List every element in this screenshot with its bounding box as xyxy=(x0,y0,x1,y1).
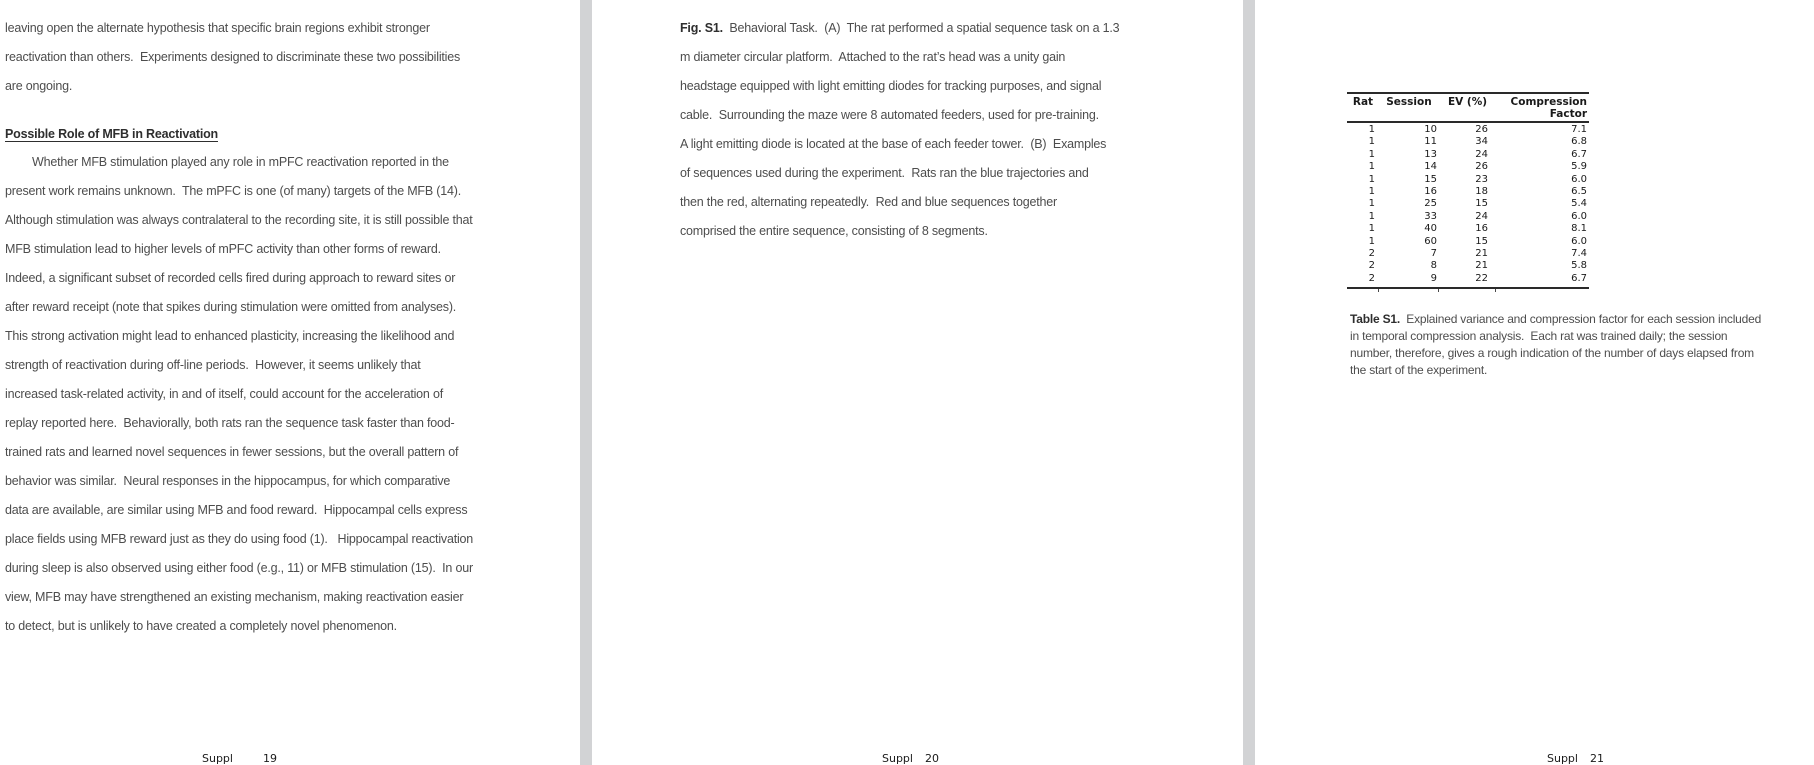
text-line: leaving open the alternate hypothesis that specific brain regions exhibit stronger xyxy=(5,21,430,35)
figure-label: Fig. S1. xyxy=(680,21,723,35)
text-line xyxy=(680,14,1240,43)
table-border-tick xyxy=(1495,289,1496,292)
table-cell: 10 xyxy=(1424,124,1437,135)
table-row xyxy=(1347,211,1589,223)
table-cell: 7.1 xyxy=(1571,124,1587,135)
text-line: comprised the entire sequence, consisting of 8 segments. xyxy=(680,224,988,238)
document-page-20 xyxy=(592,0,1243,765)
table-border-tick xyxy=(1438,289,1439,292)
table-cell: 26 xyxy=(1475,124,1488,135)
table-cell: 9 xyxy=(1430,272,1437,284)
table-cell: 1 xyxy=(1368,148,1375,160)
table-cell: 1 xyxy=(1368,124,1375,135)
table-cell: 18 xyxy=(1475,185,1488,197)
table-row xyxy=(1347,174,1589,186)
table-body xyxy=(1347,123,1589,287)
caption-lines xyxy=(680,43,1240,246)
text-line: reactivation than others. Experiments designed to discriminate these two possibilities xyxy=(5,50,461,64)
table-row xyxy=(1347,136,1589,148)
text-line: MFB stimulation lead to higher levels of mPFC activity than other forms of reward. xyxy=(5,242,441,256)
text-line: place fields using MFB reward just as they do using food (1). Hippocampal reactivation xyxy=(5,532,474,546)
page-number: 19 xyxy=(262,752,277,765)
text-line: present work remains unknown. The mPFC is one (of many) targets of the MFB (14). xyxy=(5,184,461,198)
table-row xyxy=(1347,149,1589,161)
text-line: Indeed, a significant subset of recorded cells fired during approach to reward sites or xyxy=(5,271,456,285)
table-cell: 1 xyxy=(1368,185,1375,197)
table-cell: 5.9 xyxy=(1571,161,1587,173)
table-cell: 34 xyxy=(1475,136,1488,148)
text-line: then the red, alternating repeatedly. Red and blue sequences together xyxy=(680,195,1058,209)
text-line: strength of reactivation during off-line periods. However, it seems unlikely that xyxy=(5,358,421,372)
text-line: after reward receipt (note that spikes during stimulation were omitted from analyses). xyxy=(5,300,457,314)
table-cell: 24 xyxy=(1475,148,1488,160)
table-cell: 1 xyxy=(1368,161,1375,173)
table-row xyxy=(1347,198,1589,210)
caption-lines xyxy=(1350,328,1814,379)
text-line: data are available, are similar using MFB and food reward. Hippocampal cells express xyxy=(5,503,468,517)
table-cell: 6.5 xyxy=(1571,185,1587,197)
table-cell: 16 xyxy=(1475,223,1488,235)
table-cell: 33 xyxy=(1424,210,1437,222)
table-cell: 6.7 xyxy=(1571,148,1587,160)
table-cell: 60 xyxy=(1424,235,1437,247)
page-number: 21 xyxy=(1589,752,1604,765)
table-cell: 2 xyxy=(1368,260,1375,272)
table-cell: 25 xyxy=(1424,198,1437,210)
column-header-rat: Rat xyxy=(1352,96,1374,108)
text-line: trained rats and learned novel sequences in fewer sessions, but the overall pattern of xyxy=(5,445,459,459)
table-header-row xyxy=(1347,94,1589,123)
table-row xyxy=(1347,223,1589,235)
text-line: behavior was similar. Neural responses in the hippocampus, for which comparative xyxy=(5,474,451,488)
table-cell: 1 xyxy=(1368,198,1375,210)
document-page-21 xyxy=(1255,0,1814,765)
text-line: increased task-related activity, in and of itself, could account for the acceleration of xyxy=(5,387,443,401)
table-cell: 21 xyxy=(1475,260,1488,272)
footer-label: Suppl xyxy=(1547,752,1578,765)
text-line: A light emitting diode is located at the base of each feeder tower. (B) Examples xyxy=(680,137,1107,151)
table-row xyxy=(1347,248,1589,260)
table-cell: 1 xyxy=(1368,210,1375,222)
text-line: m diameter circular platform. Attached to the rat’s head was a unity gain xyxy=(680,50,1066,64)
table-cell: 24 xyxy=(1475,210,1488,222)
table-caption xyxy=(1350,311,1814,379)
table-row xyxy=(1347,186,1589,198)
text-line: to detect, but is unlikely to have created a completely novel phenomenon. xyxy=(5,619,397,633)
text-line: number, therefore, gives a rough indication of the number of days elapsed from xyxy=(1350,346,1754,360)
table-row xyxy=(1347,273,1589,285)
table-cell: 15 xyxy=(1475,198,1488,210)
column-header-compression-factor: Compression Factor xyxy=(1510,96,1587,120)
table-cell: 7 xyxy=(1430,247,1437,259)
table-cell: 2 xyxy=(1368,272,1375,284)
page-divider xyxy=(580,0,592,765)
section-heading: Possible Role of MFB in Reactivation xyxy=(5,127,218,141)
table-cell: 40 xyxy=(1424,223,1437,235)
table-cell: 15 xyxy=(1424,173,1437,185)
table-cell: 21 xyxy=(1475,247,1488,259)
table-cell: 22 xyxy=(1475,272,1488,284)
text-line: cable. Surrounding the maze were 8 automated feeders, used for pre-training. xyxy=(680,108,1099,122)
text-line: in temporal compression analysis. Each rat was trained daily; the session xyxy=(1350,329,1728,343)
text-line: during sleep is also observed using either food (e.g., 11) or MFB stimulation (15). In our xyxy=(5,561,473,575)
footer-label: Suppl xyxy=(202,752,233,765)
text-line xyxy=(1350,311,1814,328)
table-cell: 5.8 xyxy=(1571,260,1587,272)
table-cell: 1 xyxy=(1368,136,1375,148)
table-cell: 6.0 xyxy=(1571,210,1587,222)
table-row xyxy=(1347,260,1589,272)
table-cell: 8.1 xyxy=(1571,223,1587,235)
paragraph xyxy=(5,148,580,641)
page-number: 20 xyxy=(924,752,939,765)
table-cell: 23 xyxy=(1475,173,1488,185)
footer-label: Suppl xyxy=(882,752,913,765)
text-line: replay reported here. Behaviorally, both rats ran the sequence task faster than food- xyxy=(5,416,455,430)
text-line: the start of the experiment. xyxy=(1350,363,1488,377)
document-page-19 xyxy=(0,0,580,765)
caption-text: Explained variance and compression factor for each session included xyxy=(1400,312,1762,326)
table-cell: 1 xyxy=(1368,235,1375,247)
text-line: of sequences used during the experiment. Rats ran the blue trajectories and xyxy=(680,166,1089,180)
column-header-ev: EV (%) xyxy=(1447,96,1488,108)
table-row xyxy=(1347,236,1589,248)
table-cell: 6.8 xyxy=(1571,136,1587,148)
caption-text: Behavioral Task. (A) The rat performed a spatial sequence task on a 1.3 xyxy=(722,21,1120,35)
table-cell: 26 xyxy=(1475,161,1488,173)
table-cell: 6.0 xyxy=(1571,173,1587,185)
text-line: headstage equipped with light emitting diodes for tracking purposes, and signal xyxy=(680,79,1102,93)
table-label: Table S1. xyxy=(1350,312,1400,326)
column-header-session: Session xyxy=(1386,96,1432,108)
table-cell: 15 xyxy=(1475,235,1488,247)
table-cell: 2 xyxy=(1368,247,1375,259)
text-line: view, MFB may have strengthened an existing mechanism, making reactivation easier xyxy=(5,590,464,604)
table-cell: 8 xyxy=(1430,260,1437,272)
table-border-tick xyxy=(1378,289,1379,292)
table-cell: 1 xyxy=(1368,173,1375,185)
table-row xyxy=(1347,161,1589,173)
table-cell: 1 xyxy=(1368,223,1375,235)
table-cell: 11 xyxy=(1424,136,1437,148)
table-row xyxy=(1347,124,1589,136)
page-divider xyxy=(1243,0,1255,765)
figure-caption xyxy=(680,14,1240,246)
paragraph xyxy=(5,14,580,101)
text-line: This strong activation might lead to enhanced plasticity, increasing the likelihood and xyxy=(5,329,455,343)
text-line: Although stimulation was always contralateral to the recording site, it is still possible that xyxy=(5,213,473,227)
text-line: are ongoing. xyxy=(5,79,73,93)
text-line: Whether MFB stimulation played any role in mPFC reactivation reported in the xyxy=(32,155,449,169)
page-footer xyxy=(1533,739,1604,765)
table-cell: 6.0 xyxy=(1571,235,1587,247)
page-footer xyxy=(868,739,939,765)
page-footer xyxy=(188,739,277,765)
table-cell: 6.7 xyxy=(1571,272,1587,284)
table-s1 xyxy=(1347,92,1589,289)
table-cell: 7.4 xyxy=(1571,247,1587,259)
table-cell: 13 xyxy=(1424,148,1437,160)
table-cell: 5.4 xyxy=(1571,198,1587,210)
table-cell: 16 xyxy=(1424,185,1437,197)
table-cell: 14 xyxy=(1424,161,1437,173)
